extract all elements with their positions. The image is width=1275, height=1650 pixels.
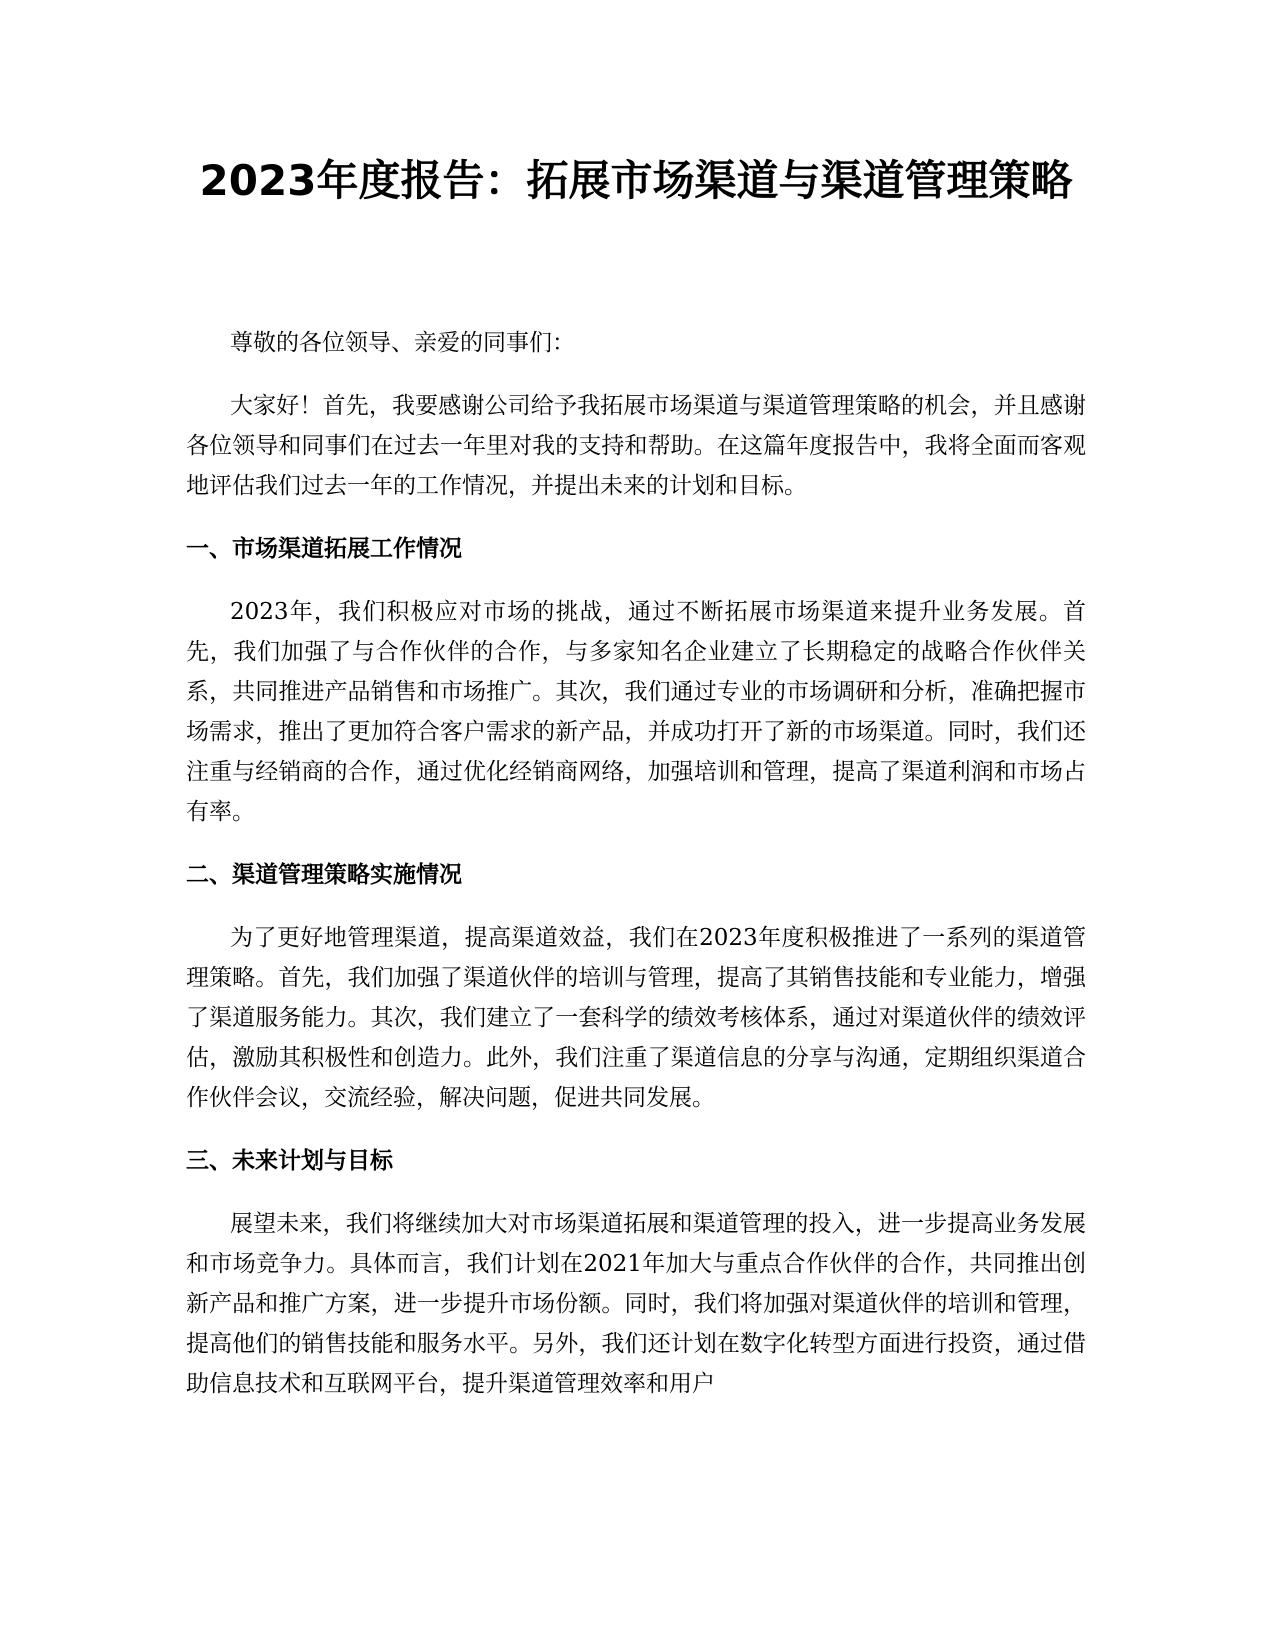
salutation: 尊敬的各位领导、亲爱的同事们： [230, 330, 575, 356]
section-paragraph-2: 为了更好地管理渠道，提高渠道效益，我们在2023年度积极推进了一系列的渠道管理策略。首先，我们加强了渠道伙伴的培训与管理，提高了其销售技能和专业能力，增强了渠道服务能力。其次，我们建立了一套科学的绩效考核体系，通过对渠道伙伴的绩效评估，激励其积极性和创造力。此外，我们注重了渠道信息的分享与沟通，定期组织渠道合作伙伴会议，交流经验，解决问题，促进共同发展。 [186, 925, 1086, 1111]
intro-paragraph: 大家好！首先，我要感谢公司给予我拓展市场渠道与渠道管理策略的机会，并且感谢各位领导和同事们在过去一年里对我的支持和帮助。在这篇年度报告中，我将全面而客观地评估我们过去一年的工作情况，并提出未来的计划和目标。 [186, 393, 1086, 499]
section-paragraph-3: 展望未来，我们将继续加大对市场渠道拓展和渠道管理的投入，进一步提高业务发展和市场竞争力。具体而言，我们计划在2021年加大与重点合作伙伴的合作，共同推出创新产品和推广方案，进一步提升市场份额。同时，我们将加强对渠道伙伴的培训和管理，提高他们的销售技能和服务水平。另外，我们还计划在数字化转型方面进行投资，通过借助信息技术和互联网平台，提升渠道管理效率和用户 [186, 1211, 1086, 1397]
section-paragraph-1: 2023年，我们积极应对市场的挑战，通过不断拓展市场渠道来提升业务发展。首先，我们加强了与合作伙伴的合作，与多家知名企业建立了长期稳定的战略合作伙伴关系，共同推进产品销售和市场推广。其次，我们通过专业的市场调研和分析，准确把握市场需求，推出了更加符合客户需求的新产品，并成功打开了新的市场渠道。同时，我们还注重与经销商的合作，通过优化经销商网络，加强培训和管理，提高了渠道利润和市场占有率。 [186, 599, 1086, 825]
section-heading-2: 二、渠道管理策略实施情况 [186, 862, 462, 888]
document-title: 2023年度报告：拓展市场渠道与渠道管理策略 [199, 156, 1073, 205]
section-heading-1: 一、市场渠道拓展工作情况 [186, 536, 462, 562]
section-heading-3: 三、未来计划与目标 [186, 1148, 393, 1174]
document-body [186, 323, 1086, 1427]
